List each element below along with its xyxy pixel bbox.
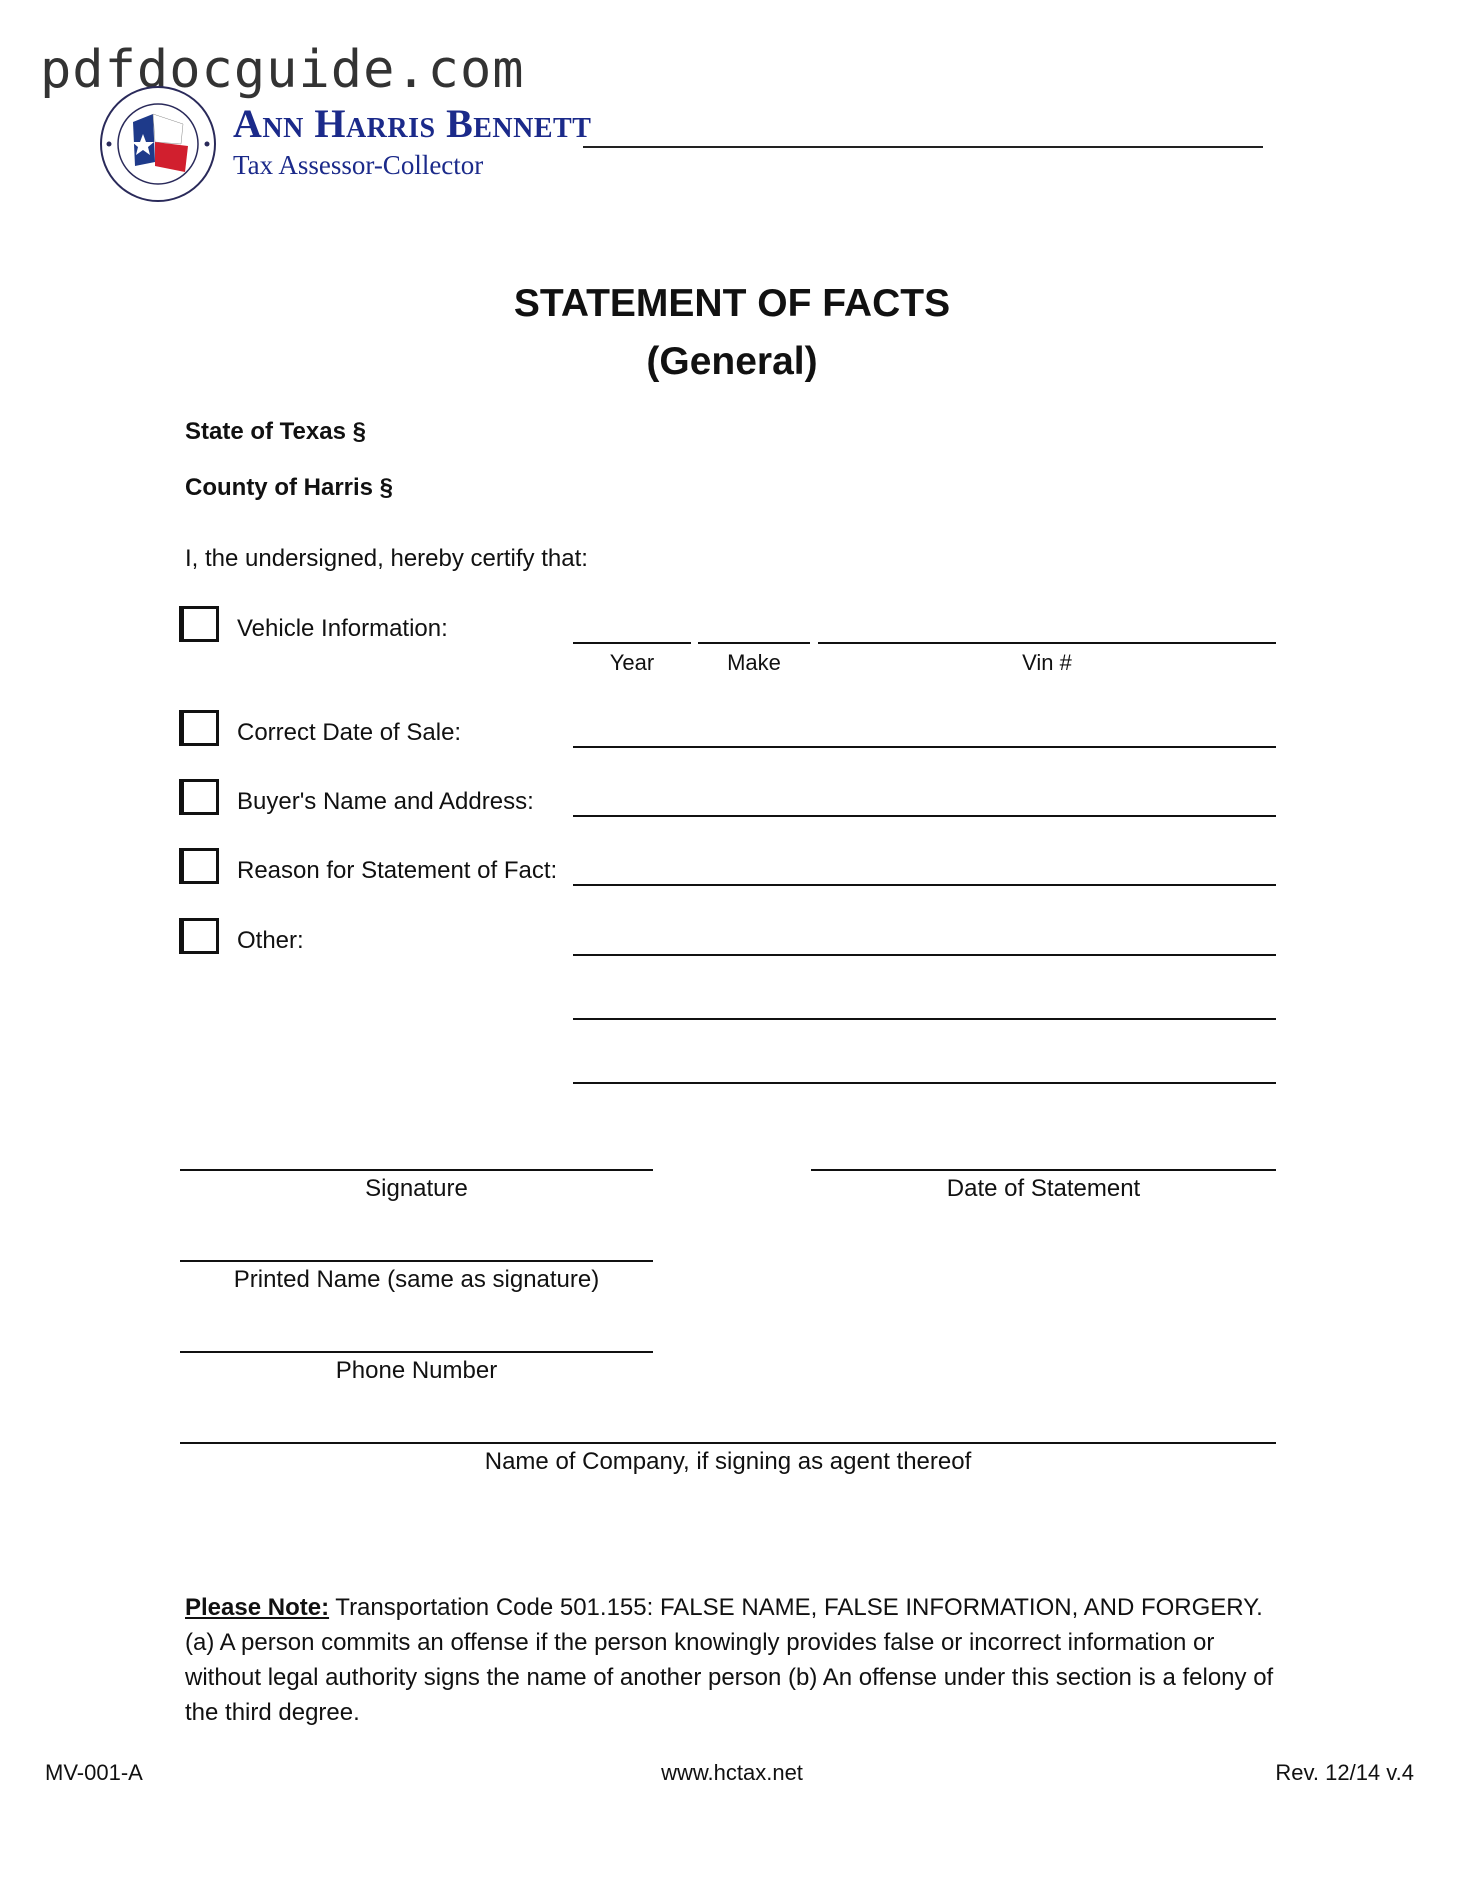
- reason-label: Reason for Statement of Fact:: [237, 857, 558, 884]
- header-rule: [583, 146, 1263, 148]
- venue-county: County of Harris §: [185, 474, 394, 501]
- date-of-sale-checkbox[interactable]: [179, 710, 219, 746]
- website-link[interactable]: www.hctax.net: [661, 1760, 803, 1785]
- reason-checkbox[interactable]: [179, 848, 219, 884]
- vehicle-make-caption: Make: [727, 650, 781, 675]
- printed-name-field[interactable]: [180, 1260, 653, 1262]
- intro-text: I, the undersigned, hereby certify that:: [185, 545, 588, 572]
- reason-field[interactable]: [573, 884, 1276, 886]
- vehicle-year-field[interactable]: [573, 642, 691, 644]
- date-of-sale-field[interactable]: [573, 746, 1276, 748]
- official-title: Tax Assessor-Collector: [233, 150, 484, 180]
- company-field[interactable]: [180, 1442, 1276, 1444]
- phone-field[interactable]: [180, 1351, 653, 1353]
- vehicle-vin-caption: Vin #: [1022, 650, 1072, 675]
- legal-note-lead: Please Note:: [185, 1594, 330, 1621]
- other-field-line-3[interactable]: [573, 1082, 1276, 1084]
- form-title: STATEMENT OF FACTS: [513, 282, 951, 325]
- vehicle-year-caption: Year: [609, 650, 655, 675]
- official-name: Ann Harris Bennett: [233, 101, 592, 146]
- buyer-label: Buyer's Name and Address:: [237, 788, 534, 815]
- company-caption: Name of Company, if signing as agent thereof: [484, 1448, 972, 1475]
- legal-note: [185, 1590, 1295, 1730]
- watermark: pdfdocguide.com: [40, 40, 525, 100]
- vehicle-info-label: Vehicle Information:: [237, 615, 448, 642]
- printed-name-caption: Printed Name (same as signature): [233, 1266, 600, 1293]
- buyer-field[interactable]: [573, 815, 1276, 817]
- date-of-statement-caption: Date of Statement: [946, 1175, 1141, 1202]
- signature-field[interactable]: [180, 1169, 653, 1171]
- venue-state: State of Texas §: [185, 418, 366, 445]
- other-field-line-1[interactable]: [573, 954, 1276, 956]
- phone-caption: Phone Number: [335, 1357, 498, 1384]
- vehicle-info-checkbox[interactable]: [179, 606, 219, 642]
- vehicle-make-field[interactable]: [698, 642, 810, 644]
- vehicle-vin-field[interactable]: [818, 642, 1276, 644]
- signature-caption: Signature: [365, 1175, 468, 1202]
- form-subtitle: (General): [646, 340, 818, 383]
- harris-county-seal-icon: [93, 84, 223, 204]
- revision: Rev. 12/14 v.4: [1275, 1760, 1414, 1785]
- buyer-checkbox[interactable]: [179, 779, 219, 815]
- date-of-sale-label: Correct Date of Sale:: [237, 719, 462, 746]
- other-checkbox[interactable]: [179, 918, 219, 954]
- date-of-statement-field[interactable]: [811, 1169, 1276, 1171]
- legal-note-text: Transportation Code 501.155: FALSE NAME, FALSE INFORMATION, AND FORGERY. (a) A person commits an offense if the person knowingly provides false or incorrect information or without legal authority signs the name of another person (b) An offense under this section is a felony of the third degree.: [185, 1594, 1274, 1726]
- form-id: MV-001-A: [45, 1760, 143, 1785]
- other-field-line-2[interactable]: [573, 1018, 1276, 1020]
- other-label: Other:: [237, 927, 304, 954]
